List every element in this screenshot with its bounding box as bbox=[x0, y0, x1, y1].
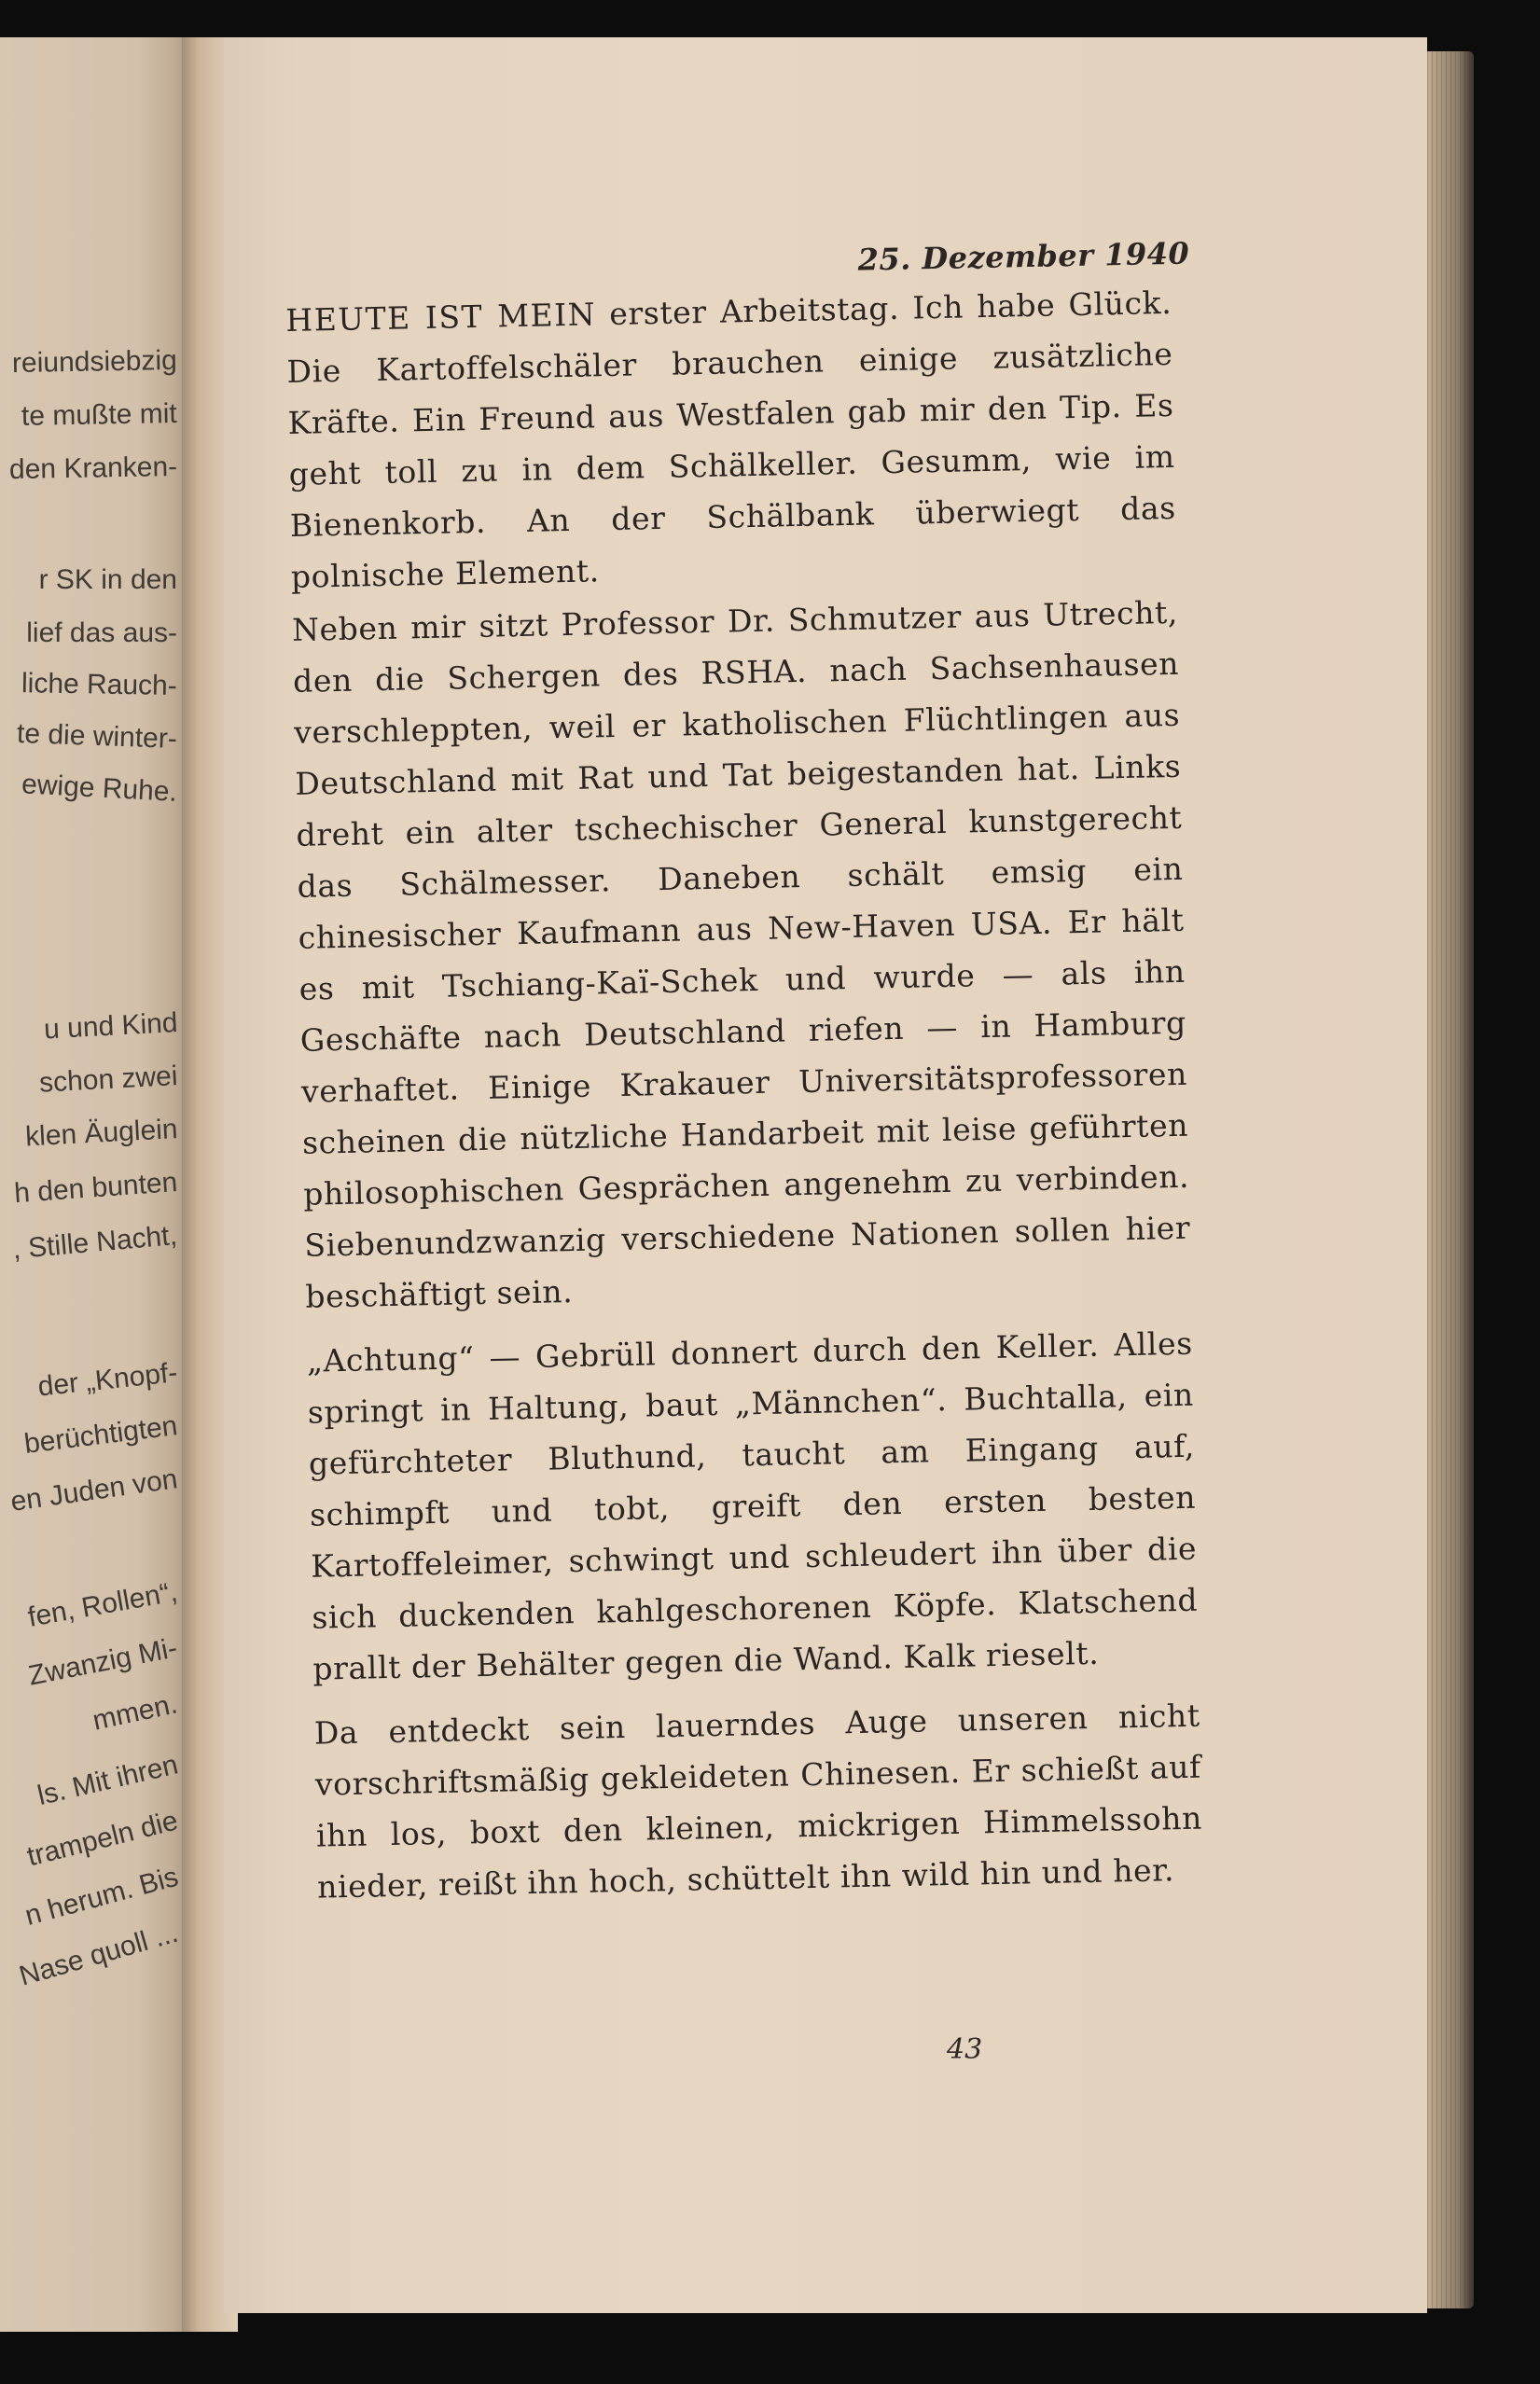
left-page-line: h den bunten bbox=[13, 1167, 179, 1210]
paragraph-4: Da entdeckt sein lauerndes Auge unseren nicht vorschriftsmäßig gekleideten Chinesen. Er schießt auf ihn los, boxt den kleinen, mickrigen Himmelssohn nieder, reißt ihn hoch, schüttelt ihn wild hin und her. bbox=[313, 1697, 1203, 1906]
page-number: 43 bbox=[947, 2033, 983, 2066]
left-page-line: liche Rauch- bbox=[21, 668, 178, 701]
left-page-line: Zwanzig Mi- bbox=[26, 1632, 181, 1692]
book-page bbox=[224, 37, 1427, 2313]
left-page-line: mmen. bbox=[90, 1688, 181, 1737]
left-page-line: te die winter- bbox=[16, 718, 178, 755]
paragraph-2: Neben mir sitzt Professor Dr. Schmutzer aus Utrecht, den die Schergen des RSHA. nach Sachsenhausen verschleppten, weil er katholischen Flüchtlingen aus Deutschland mit Rat und Tat beigestanden hat. Links dreht ein alter tschechischer General kunstgerecht das Schälmesser. Daneben schält emsig ein chinesischer Kaufmann aus New-Haven USA. Er hält es mit Tschiang-Kaï-Schek und wurde — als ihn Geschäfte nach Deutschland riefen — in Hamburg verhaftet. Einige Krakauer Universitätsprofessoren scheinen die nützliche Handarbeit mit leise geführten philosophischen Gesprächen angenehm zu verbinden. Siebenundzwanzig verschiedene Nationen sollen hier beschäftigt sein. bbox=[291, 593, 1191, 1315]
left-page-line: n herum. Bis bbox=[21, 1861, 182, 1933]
left-page-line: lief das aus- bbox=[26, 617, 177, 648]
left-page-line: klen Äuglein bbox=[23, 1114, 178, 1153]
left-page-line: der „Knopf- bbox=[35, 1357, 179, 1403]
paragraph-1-text: erster Arbeitstag. Ich habe Glück. Die Kartoffelschäler brauchen einige zusätzliche Kräfte. Ein Freund aus Westfalen gab mir den Tip. Es geht toll zu in dem Schälkeller. Gesumm, wie im Bienenkorb. An der Schälbank überwiegt das polnische Element. bbox=[286, 284, 1177, 595]
left-page-line: , Stille Nacht, bbox=[11, 1220, 179, 1266]
page-text-block bbox=[284, 236, 1204, 1913]
left-page-line: Nase quoll ... bbox=[16, 1917, 182, 1992]
left-page-line: schon zwei bbox=[37, 1060, 178, 1099]
left-page-line: ls. Mit ihren bbox=[34, 1749, 181, 1812]
left-page-line: den Kranken- bbox=[8, 451, 178, 486]
paragraph-1 bbox=[285, 277, 1177, 603]
left-page-line: trampeln die bbox=[23, 1805, 181, 1873]
left-page-line: berüchtigten bbox=[22, 1410, 179, 1461]
paragraph-3: „Achtung“ — Gebrüll donnert durch den Keller. Alles springt in Haltung, baut „Männchen“. Buchtalla, ein gefürchteter Bluthund, taucht am Eingang auf, schimpft und tobt, greift den ersten besten Kartoffeleimer, schwingt und schleudert ihn über die sich duckenden kahlgeschorenen Köpfe. Klatschend prallt der Behälter gegen die Wand. Kalk rieselt. bbox=[306, 1324, 1199, 1687]
left-page-line: fen, Rollen“, bbox=[25, 1576, 180, 1633]
left-page-line: ewige Ruhe. bbox=[21, 769, 178, 808]
left-page-line: u und Kind bbox=[42, 1007, 178, 1046]
facing-left-page bbox=[0, 37, 196, 2332]
paragraph-lead-caps: HEUTE IST MEIN bbox=[285, 296, 597, 339]
left-page-line: r SK in den bbox=[38, 564, 177, 595]
left-page-line: te mußte mit bbox=[21, 398, 178, 432]
left-page-line: reiundsiebzig bbox=[11, 345, 178, 380]
date-heading: 25. Dezember 1940 bbox=[857, 235, 1190, 278]
left-page-line: en Juden von bbox=[8, 1463, 180, 1518]
